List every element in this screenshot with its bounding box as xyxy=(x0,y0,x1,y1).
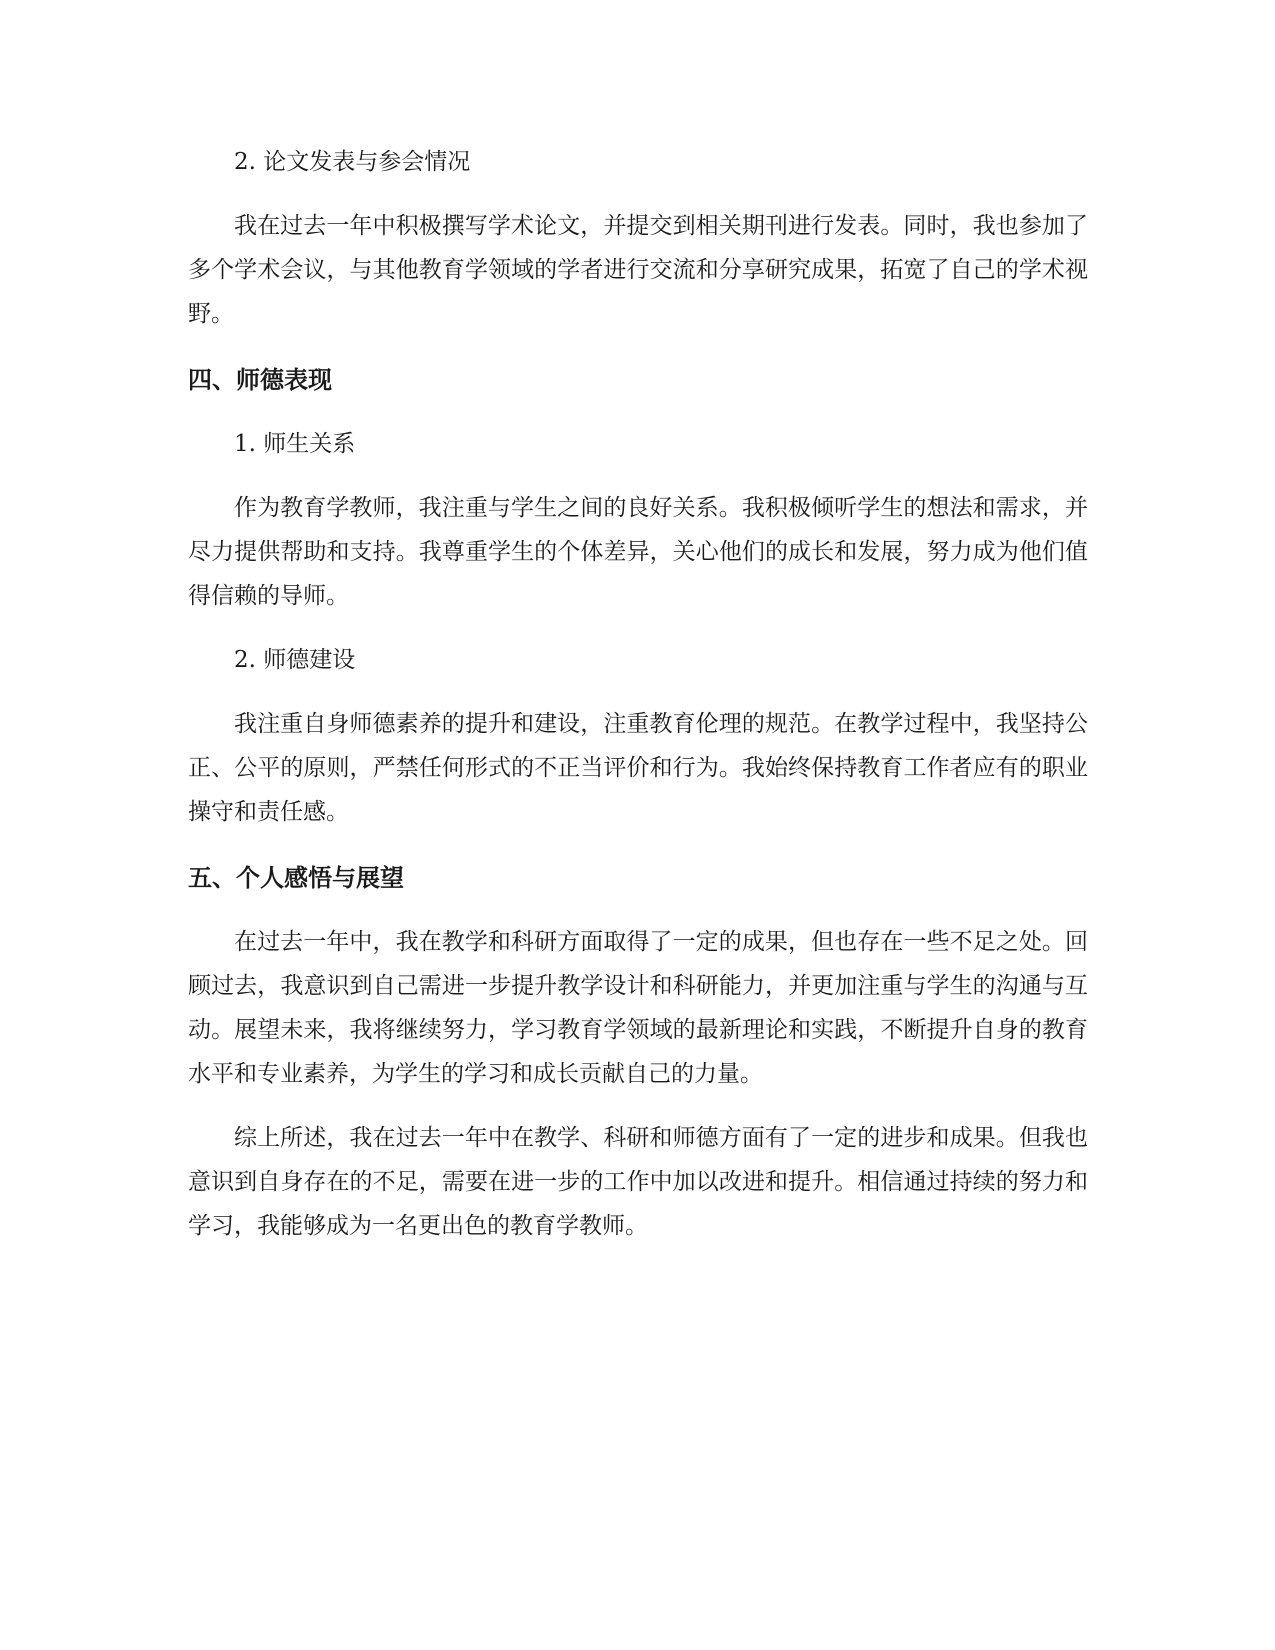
document-page xyxy=(188,140,1088,1248)
heading-teacher-ethics: 四、师德表现 xyxy=(188,366,332,394)
paragraph-ethics-building: 我注重自身师德素养的提升和建设，注重教育伦理的规范。在教学过程中，我坚持公正、公平的原则，严禁任何形式的不正当评价和行为。我始终保持教育工作者应有的职业操守和责任感。 xyxy=(188,711,1088,825)
subheading-teacher-student-relation: 1. 师生关系 xyxy=(234,431,356,457)
paragraph-summary: 综上所述，我在过去一年中在教学、科研和师德方面有了一定的进步和成果。但我也意识到自身存在的不足，需要在进一步的工作中加以改进和提升。相信通过持续的努力和学习，我能够成为一名更出色的教育学教师。 xyxy=(188,1125,1088,1239)
paragraph-teacher-student-relation: 作为教育学教师，我注重与学生之间的良好关系。我积极倾听学生的想法和需求，并尽力提供帮助和支持。我尊重学生的个体差异，关心他们的成长和发展，努力成为他们值得信赖的导师。 xyxy=(188,495,1088,609)
paragraph-paper-publication: 我在过去一年中积极撰写学术论文，并提交到相关期刊进行发表。同时，我也参加了多个学术会议，与其他教育学领域的学者进行交流和分享研究成果，拓宽了自己的学术视野。 xyxy=(188,213,1088,327)
paragraph-reflection: 在过去一年中，我在教学和科研方面取得了一定的成果，但也存在一些不足之处。回顾过去，我意识到自己需进一步提升教学设计和科研能力，并更加注重与学生的沟通与互动。展望未来，我将继续努力，学习教育学领域的最新理论和实践，不断提升自身的教育水平和专业素养，为学生的学习和成长贡献自己的力量。 xyxy=(188,929,1088,1087)
subheading-paper-publication: 2. 论文发表与参会情况 xyxy=(234,149,471,175)
heading-reflection-outlook: 五、个人感悟与展望 xyxy=(188,864,404,892)
subheading-ethics-building: 2. 师德建设 xyxy=(234,647,356,673)
